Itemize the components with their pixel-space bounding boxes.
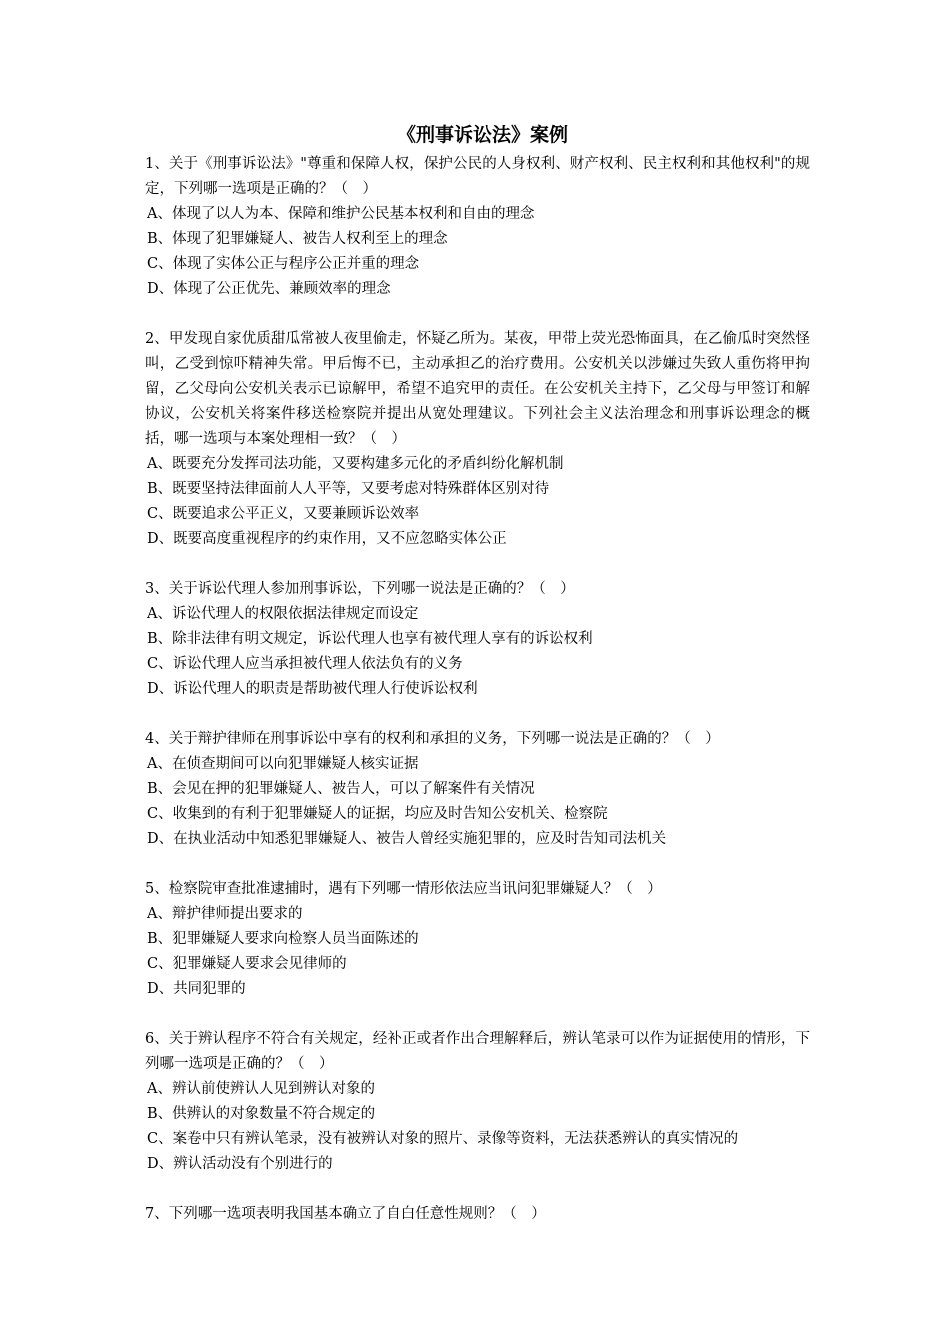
option-list (145, 452, 810, 552)
option-d: D、在执业活动中知悉犯罪嫌疑人、被告人曾经实施犯罪的，应及时告知司法机关 (147, 831, 667, 847)
question-1 (145, 152, 810, 302)
option-d: D、辨认活动没有个别进行的 (147, 1156, 333, 1172)
question-3 (145, 577, 810, 702)
question-2 (145, 327, 810, 552)
question-5 (145, 877, 810, 1002)
question-7 (145, 1202, 810, 1227)
document-page (145, 120, 810, 1252)
option-c: C、既要追求公平正义，又要兼顾诉讼效率 (147, 506, 420, 522)
option-b: B、犯罪嫌疑人要求向检察人员当面陈述的 (147, 931, 419, 947)
option-c: C、犯罪嫌疑人要求会见律师的 (147, 956, 347, 972)
option-b: B、既要坚持法律面前人人平等，又要考虑对特殊群体区别对待 (147, 481, 550, 497)
option-c: C、诉讼代理人应当承担被代理人依法负有的义务 (147, 656, 463, 672)
option-d: D、诉讼代理人的职责是帮助被代理人行使诉讼权利 (147, 681, 478, 697)
option-a: A、诉讼代理人的权限依据法律规定而设定 (147, 606, 419, 622)
option-a: A、辨认前使辨认人见到辨认对象的 (147, 1081, 375, 1097)
question-text: 5、检察院审查批准逮捕时，遇有下列哪一情形依法应当讯问犯罪嫌疑人？（ ） (145, 881, 662, 897)
question-text: 6、关于辨认程序不符合有关规定，经补正或者作出合理解释后，辨认笔录可以作为证据使用的情形，下列哪一选项是正确的？（ ） (145, 1031, 810, 1072)
option-list (145, 202, 810, 302)
option-c: C、案卷中只有辨认笔录，没有被辨认对象的照片、录像等资料，无法获悉辨认的真实情况的 (147, 1131, 739, 1147)
question-text: 2、甲发现自家优质甜瓜常被人夜里偷走，怀疑乙所为。某夜，甲带上荧光恐怖面具，在乙偷瓜时突然怪叫，乙受到惊吓精神失常。甲后悔不已，主动承担乙的治疗费用。公安机关以涉嫌过失致人重伤将甲拘留，乙父母向公安机关表示已谅解甲，希望不追究甲的责任。在公安机关主持下，乙父母与甲签订和解协议，公安机关将案件移送检察院并提出从宽处理建议。下列社会主义法治理念和刑事诉讼理念的概括，哪一选项与本案处理相一致？（ ） (145, 331, 810, 447)
option-d: D、既要高度重视程序的约束作用，又不应忽略实体公正 (147, 531, 507, 547)
option-b: B、会见在押的犯罪嫌疑人、被告人，可以了解案件有关情况 (147, 781, 535, 797)
question-4 (145, 727, 810, 852)
option-list (145, 602, 810, 702)
question-text: 4、关于辩护律师在刑事诉讼中享有的权利和承担的义务，下列哪一说法是正确的？（ ） (145, 731, 720, 747)
option-c: C、体现了实体公正与程序公正并重的理念 (147, 256, 420, 272)
option-b: B、除非法律有明文规定，诉讼代理人也享有被代理人享有的诉讼权利 (147, 631, 593, 647)
option-a: A、体现了以人为本、保障和维护公民基本权利和自由的理念 (147, 206, 535, 222)
option-a: A、在侦查期间可以向犯罪嫌疑人核实证据 (147, 756, 419, 772)
question-6 (145, 1027, 810, 1177)
option-list (145, 752, 810, 852)
question-text: 1、关于《刑事诉讼法》"尊重和保障人权，保护公民的人身权利、财产权利、民主权利和其他权利"的规定，下列哪一选项是正确的？（ ） (145, 156, 810, 197)
option-b: B、体现了犯罪嫌疑人、被告人权利至上的理念 (147, 231, 448, 247)
option-d: D、共同犯罪的 (147, 981, 246, 997)
option-d: D、体现了公正优先、兼顾效率的理念 (147, 281, 391, 297)
document-title: 《刑事诉讼法》案例 (396, 124, 568, 146)
question-text: 3、关于诉讼代理人参加刑事诉讼，下列哪一说法是正确的？（ ） (145, 581, 575, 597)
option-b: B、供辨认的对象数量不符合规定的 (147, 1106, 376, 1122)
option-c: C、收集到的有利于犯罪嫌疑人的证据，均应及时告知公安机关、检察院 (147, 806, 608, 822)
option-a: A、辩护律师提出要求的 (147, 906, 303, 922)
option-list (145, 1077, 810, 1177)
question-text: 7、下列哪一选项表明我国基本确立了自白任意性规则？（ ） (145, 1206, 546, 1222)
option-list (145, 902, 810, 1002)
option-a: A、既要充分发挥司法功能，又要构建多元化的矛盾纠纷化解机制 (147, 456, 564, 472)
